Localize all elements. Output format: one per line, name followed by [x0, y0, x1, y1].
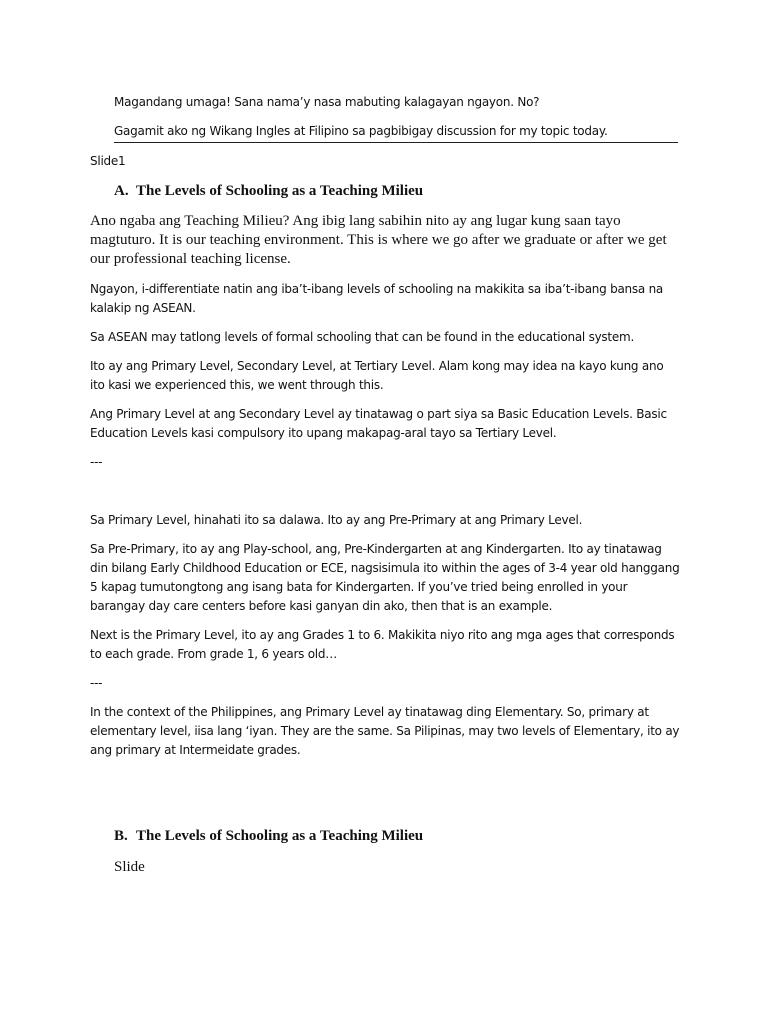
- slide-label-b: Slide: [114, 859, 145, 875]
- section-a-title: The Levels of Schooling as a Teaching Milieu: [136, 183, 424, 199]
- section-a-letter: A.: [114, 183, 129, 199]
- paragraph-asean-levels: Sa ASEAN may tatlong levels of formal schooling that can be found in the educational system.: [90, 330, 635, 344]
- separator-1: ---: [90, 455, 103, 469]
- section-b-heading: [114, 827, 680, 846]
- paragraph-grades: Next is the Primary Level, ito ay ang Grades 1 to 6. Makikita niyo rito ang mga ages that corresponds to each grade. From grade 1, 6 years old…: [90, 628, 675, 661]
- paragraph-basic-education: Ang Primary Level at ang Secondary Level ay tinatawag o part siya sa Basic Education Levels. Basic Education Levels kasi compulsory ito upang makapag-aral tayo sa Tertiary Level.: [90, 407, 667, 440]
- paragraph-differentiate: Ngayon, i-differentiate natin ang iba’t-ibang levels of schooling na makikita sa iba’t-ibang bansa na kalakip ng ASEAN.: [90, 282, 664, 315]
- paragraph-three-levels: Ito ay ang Primary Level, Secondary Level, at Tertiary Level. Alam kong may idea na kayo kung ano ito kasi we experienced this, we went through this.: [90, 359, 664, 392]
- greeting-line: Magandang umaga! Sana nama’y nasa mabuting kalagayan ngayon. No?: [114, 95, 540, 109]
- separator-2: ---: [90, 676, 103, 690]
- paragraph-pre-primary: Sa Pre-Primary, ito ay ang Play-school, ang, Pre-Kindergarten at ang Kindergarten. Ito ay tinatawag din bilang Early Childhood Education or ECE, nagsisimula ito within the ages of 3-4 year old hanggang 5 kapag tumutongtong ang isang bata for Kindergarten. If you’ve tried being enrolled in your barangay day care centers before kasi ganyan din ako, then that is an example.: [90, 542, 680, 613]
- paragraph-philippines: In the context of the Philippines, ang Primary Level ay tinatawag ding Elementary. So, primary at elementary level, iisa lang ‘iyan. They are the same. Sa Pilipinas, may two levels of Elementary, ito ay ang primary at Intermeidate grades.: [90, 705, 680, 757]
- paragraph-teaching-milieu: Ano ngaba ang Teaching Milieu? Ang ibig lang sabihin nito ay ang lugar kung saan tayo magtuturo. It is our teaching environment. This is where we go after we graduate or after we get our professional teaching license.: [90, 213, 667, 267]
- paragraph-primary-level: Sa Primary Level, hinahati ito sa dalawa. Ito ay ang Pre-Primary at ang Primary Level.: [90, 513, 583, 527]
- slide-label: Slide1: [90, 154, 126, 168]
- section-b-letter: B.: [114, 828, 128, 844]
- language-note-line: Gagamit ako ng Wikang Ingles at Filipino sa pagbibigay discussion for my topic today.: [114, 122, 678, 143]
- section-b-title: The Levels of Schooling as a Teaching Milieu: [136, 828, 424, 844]
- section-a-heading: [114, 182, 680, 201]
